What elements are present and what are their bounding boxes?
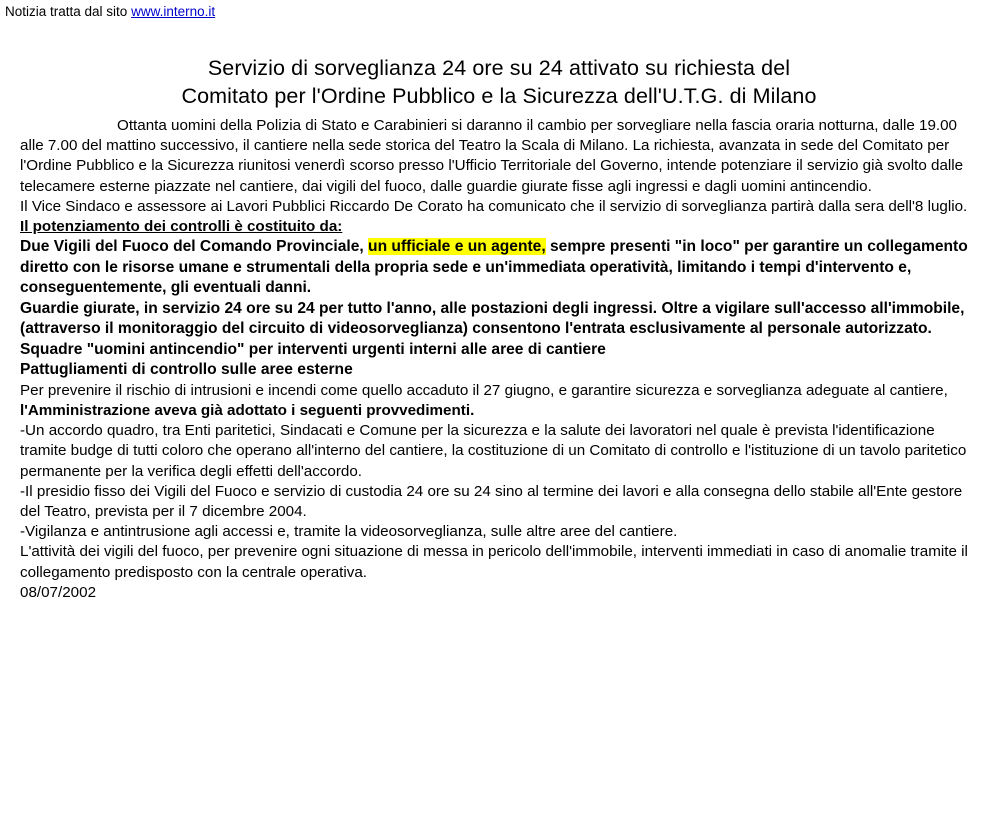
article-date: 08/07/2002: [20, 583, 97, 601]
control-item-squadre: Squadre "uomini antincendio" per interventi urgenti interni alle aree di cantiere: [20, 340, 606, 358]
measure-item-attivita: L'attività dei vigili del fuoco, per prevenire ogni situazione di messa in pericolo dell'immobile, interventi immediati in caso di anomalie tramite il collegamento predisposto con la centrale operativa.: [20, 543, 968, 581]
title-line-1: Servizio di sorveglianza 24 ore su 24 attivato su richiesta del: [207, 56, 791, 80]
control-item-vigili-text-a: Due Vigili del Fuoco del Comando Provinciale,: [20, 238, 369, 256]
control-item-guardie: Guardie giurate, in servizio 24 ore su 24 per tutto l'anno, alle postazioni degli ingressi. Oltre a vigilare sull'accesso all'immobile, (attraverso il monitoraggio del circuito di videosorveglianza) consentono l'entrata esclusivamente al personale autorizzato.: [20, 299, 965, 338]
source-link[interactable]: www.interno.it: [131, 4, 216, 19]
measure-item-presidio: -Il presidio fisso dei Vigili del Fuoco e servizio di custodia 24 ore su 24 sino al termine dei lavori e alla consegna dello stabile all'Ente gestore del Teatro, prevista per il 7 dicembre 2004.: [20, 482, 963, 520]
measure-item-accordo: -Un accordo quadro, tra Enti paritetici, Sindacati e Comune per la sicurezza e la salute dei lavoratori nel quale è prevista l'identificazione tramite budge di tutti coloro che operano all'interno del cantiere, la costituzione di un Comitato di controllo e l'istituzione di un tavolo paritetico permanente per la verifica degli effetti dell'accordo.: [20, 422, 967, 480]
measure-item-vigilanza: -Vigilanza e antintrusione agli accessi e, tramite la videosorveglianza, sulle altre aree del cantiere.: [20, 523, 678, 541]
control-item-vigili-text-b: sempre presenti "in loco" per garantire un collegamento diretto con le risorse umane e strumentali della propria sede e un'immediata operatività, limitando i tempi d'intervento e, conseguentemente, gli eventuali danni.: [20, 238, 968, 297]
measures-intro: [20, 381, 980, 421]
highlighted-text: un ufficiale e un agente,: [368, 238, 546, 256]
intro-paragraph: Ottanta uomini della Polizia di Stato e Carabinieri si daranno il cambio per sorvegliare nella fascia oraria notturna, dalle 19.00 alle 7.00 del mattino successivo, il cantiere nella sede storica del Teatro la Scala di Milano. La richiesta, avanzata in sede del Comitato per l'Ordine Pubblico e la Sicurezza riunitosi venerdì scorso presso l'Ufficio Territoriale del Governo, intende potenziare il servizio già svolto dalle telecamere esterne piazzate nel cantiere, dai vigili del fuoco, dalle guardie giurate fisse agli ingressi e dagli uomini antincendio.: [20, 117, 964, 195]
article-body: [20, 116, 980, 603]
control-item-vigili: [20, 237, 980, 299]
title-line-2: Comitato per l'Ordine Pubblico e la Sicurezza dell'U.T.G. di Milano: [181, 84, 817, 108]
measures-intro-text: Per prevenire il rischio di intrusioni e incendi come quello accaduto il 27 giugno, e garantire sicurezza e sorveglianza adeguate al cantiere,: [20, 381, 948, 399]
vice-sindaco-paragraph: Il Vice Sindaco e assessore ai Lavori Pubblici Riccardo De Corato ha comunicato che il servizio di sorveglianza partirà dalla sera dell'8 luglio.: [20, 197, 968, 215]
source-label: Notizia tratta dal sito: [5, 4, 128, 19]
article-title: [20, 54, 978, 110]
control-item-pattugliamenti: Pattugliamenti di controllo sulle aree esterne: [20, 361, 353, 379]
measures-intro-bold: l'Amministrazione aveva già adottato i seguenti provvedimenti.: [20, 401, 475, 419]
source-line: [5, 2, 215, 22]
controls-heading: Il potenziamento dei controlli è costituito da:: [20, 218, 343, 236]
